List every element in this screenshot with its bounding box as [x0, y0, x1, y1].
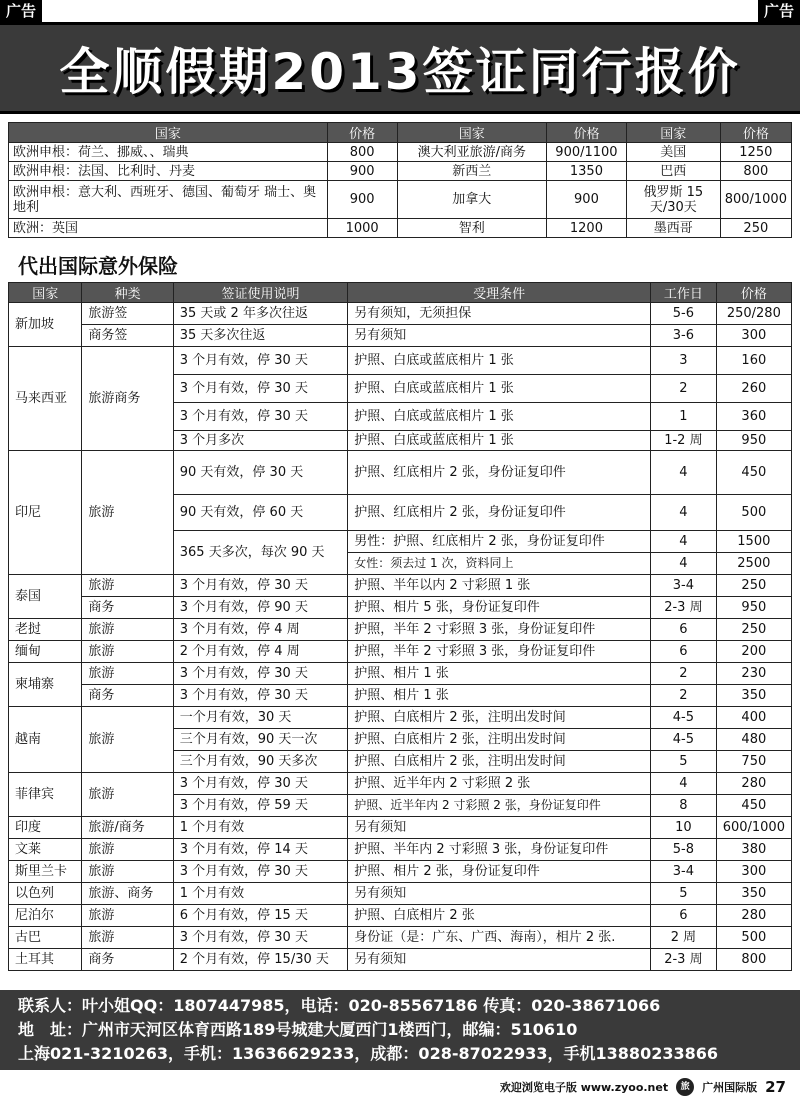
condition-cell: 护照、半年内 2 寸彩照 3 张，身份证复印件 [348, 839, 651, 861]
table-row [9, 162, 792, 181]
country-cell: 越南 [9, 707, 82, 773]
desc-cell: 1 个月有效 [173, 817, 347, 839]
condition-cell: 护照、白底或蓝底相片 1 张 [348, 347, 651, 375]
desc-cell: 3 个月有效，停 30 天 [173, 575, 347, 597]
workdays-cell: 5 [651, 883, 717, 905]
condition-cell: 护照、相片 1 张 [348, 663, 651, 685]
price-cell: 800/1000 [720, 181, 791, 219]
condition-cell: 护照、白底或蓝底相片 1 张 [348, 403, 651, 431]
country-cell: 老挝 [9, 619, 82, 641]
country-cell: 澳大利亚旅游/商务 [397, 143, 546, 162]
price-cell: 450 [716, 795, 791, 817]
type-cell: 旅游 [82, 663, 173, 685]
country-cell: 墨西哥 [626, 219, 720, 238]
price-cell: 450 [716, 451, 791, 495]
type-cell: 商务 [82, 685, 173, 707]
price-cell: 160 [716, 347, 791, 375]
price-cell: 500 [716, 495, 791, 531]
condition-cell: 护照、近半年内 2 寸彩照 2 张 [348, 773, 651, 795]
table-row [9, 619, 792, 641]
header-country: 国家 [9, 123, 328, 143]
condition-cell: 护照，半年 2 寸彩照 3 张，身份证复印件 [348, 619, 651, 641]
workdays-cell: 3-4 [651, 575, 717, 597]
desc-cell: 一个月有效，30 天 [173, 707, 347, 729]
table-row [9, 949, 792, 971]
price-cell: 800 [716, 949, 791, 971]
desc-cell: 3 个月有效，停 30 天 [173, 403, 347, 431]
desc-cell: 三个月有效，90 天一次 [173, 729, 347, 751]
workdays-cell: 4-5 [651, 707, 717, 729]
table-row [9, 219, 792, 238]
country-cell: 以色列 [9, 883, 82, 905]
condition-cell: 男性：护照、红底相片 2 张，身份证复印件 [348, 531, 651, 553]
country-cell: 欧洲申根：法国、比利时、丹麦 [9, 162, 328, 181]
table-row [9, 347, 792, 375]
desc-cell: 3 个月有效，停 30 天 [173, 861, 347, 883]
country-cell: 新加坡 [9, 303, 82, 347]
price-cell: 500 [716, 927, 791, 949]
table-row [9, 451, 792, 495]
price-cell: 360 [716, 403, 791, 431]
country-cell: 欧洲申根：荷兰、挪威、、瑞典 [9, 143, 328, 162]
edition-label: 广州国际版 [702, 1081, 758, 1094]
price-cell: 300 [716, 325, 791, 347]
country-cell: 菲律宾 [9, 773, 82, 817]
country-cell: 缅甸 [9, 641, 82, 663]
workdays-cell: 1-2 周 [651, 431, 717, 451]
condition-cell: 护照、半年以内 2 寸彩照 1 张 [348, 575, 651, 597]
price-cell: 750 [716, 751, 791, 773]
header-price: 价格 [716, 283, 791, 303]
table-row [9, 181, 792, 219]
address-line: 地 址：广州市天河区体育西路189号城建大厦西门1楼西门，邮编：510610 [18, 1020, 578, 1039]
price-cell: 350 [716, 685, 791, 707]
price-cell: 480 [716, 729, 791, 751]
condition-cell: 护照、白底或蓝底相片 1 张 [348, 431, 651, 451]
table-row [9, 325, 792, 347]
workdays-cell: 2-3 周 [651, 949, 717, 971]
desc-cell: 3 个月有效，停 30 天 [173, 773, 347, 795]
type-cell: 旅游 [82, 707, 173, 773]
header-conditions: 受理条件 [348, 283, 651, 303]
country-cell: 新西兰 [397, 162, 546, 181]
country-cell: 智利 [397, 219, 546, 238]
country-cell: 柬埔寨 [9, 663, 82, 707]
price-cell: 950 [716, 597, 791, 619]
desc-cell: 90 天有效，停 60 天 [173, 495, 347, 531]
condition-cell: 身份证（是：广东、广西、海南），相片 2 张. [348, 927, 651, 949]
website-link[interactable]: 欢迎浏览电子版 www.zyoo.net [499, 1081, 669, 1094]
country-cell: 美国 [626, 143, 720, 162]
workdays-cell: 6 [651, 619, 717, 641]
workdays-cell: 4 [651, 553, 717, 575]
table-header-row [9, 283, 792, 303]
workdays-cell: 4-5 [651, 729, 717, 751]
desc-cell: 3 个月有效，停 30 天 [173, 927, 347, 949]
country-cell: 古巴 [9, 927, 82, 949]
desc-cell: 3 个月有效，停 14 天 [173, 839, 347, 861]
type-cell: 旅游 [82, 861, 173, 883]
price-cell: 230 [716, 663, 791, 685]
title-banner [0, 22, 800, 114]
workdays-cell: 3-6 [651, 325, 717, 347]
desc-cell: 3 个月有效，停 4 周 [173, 619, 347, 641]
desc-cell: 35 天或 2 年多次往返 [173, 303, 347, 325]
type-cell: 旅游 [82, 773, 173, 817]
desc-cell: 2 个月有效，停 4 周 [173, 641, 347, 663]
header-country: 国家 [9, 283, 82, 303]
desc-cell: 3 个月有效，停 30 天 [173, 347, 347, 375]
type-cell: 商务签 [82, 325, 173, 347]
price-cell: 900 [327, 181, 397, 219]
workdays-cell: 4 [651, 451, 717, 495]
price-cell: 800 [720, 162, 791, 181]
workdays-cell: 4 [651, 531, 717, 553]
condition-cell: 另有须知 [348, 817, 651, 839]
price-cell: 280 [716, 773, 791, 795]
condition-cell: 女性：须去过 1 次，资料同上 [348, 553, 651, 575]
table-row [9, 575, 792, 597]
desc-cell: 2 个月有效，停 15/30 天 [173, 949, 347, 971]
desc-cell: 3 个月有效，停 30 天 [173, 375, 347, 403]
price-cell: 200 [716, 641, 791, 663]
workdays-cell: 8 [651, 795, 717, 817]
workdays-cell: 6 [651, 905, 717, 927]
table-header-row [9, 123, 792, 143]
contact-line: 联系人：叶小姐QQ：1807447985，电话：020-85567186 传真：020-38671066 [18, 996, 661, 1015]
workdays-cell: 2-3 周 [651, 597, 717, 619]
country-cell: 尼泊尔 [9, 905, 82, 927]
type-cell: 旅游 [82, 619, 173, 641]
price-cell: 800 [327, 143, 397, 162]
header-country: 国家 [397, 123, 546, 143]
workdays-cell: 3 [651, 347, 717, 375]
price-cell: 900 [327, 162, 397, 181]
condition-cell: 护照、近半年内 2 寸彩照 2 张，身份证复印件 [348, 795, 651, 817]
desc-cell: 6 个月有效，停 15 天 [173, 905, 347, 927]
page-number: 27 [765, 1078, 786, 1096]
workdays-cell: 2 [651, 663, 717, 685]
publication-logo: 旅 [676, 1078, 694, 1096]
condition-cell: 护照、红底相片 2 张，身份证复印件 [348, 495, 651, 531]
type-cell: 旅游 [82, 641, 173, 663]
country-cell: 印尼 [9, 451, 82, 575]
country-cell: 马来西亚 [9, 347, 82, 451]
table-row [9, 817, 792, 839]
desc-cell: 3 个月有效，停 30 天 [173, 663, 347, 685]
type-cell: 旅游 [82, 927, 173, 949]
header-type: 种类 [82, 283, 173, 303]
price-cell: 250 [716, 619, 791, 641]
country-cell: 加拿大 [397, 181, 546, 219]
price-cell: 1000 [327, 219, 397, 238]
price-cell: 350 [716, 883, 791, 905]
condition-cell: 护照、白底相片 2 张，注明出发时间 [348, 707, 651, 729]
condition-cell: 护照、白底或蓝底相片 1 张 [348, 375, 651, 403]
table-row [9, 707, 792, 729]
price-cell: 280 [716, 905, 791, 927]
workdays-cell: 5-8 [651, 839, 717, 861]
desc-cell: 3 个月有效，停 59 天 [173, 795, 347, 817]
price-cell: 1200 [546, 219, 626, 238]
country-cell: 印度 [9, 817, 82, 839]
price-cell: 250/280 [716, 303, 791, 325]
price-cell: 2500 [716, 553, 791, 575]
type-cell: 旅游 [82, 575, 173, 597]
workdays-cell: 4 [651, 495, 717, 531]
type-cell: 商务 [82, 949, 173, 971]
condition-cell: 护照、相片 1 张 [348, 685, 651, 707]
price-cell: 1250 [720, 143, 791, 162]
workdays-cell: 5 [651, 751, 717, 773]
schengen-price-table [8, 122, 792, 238]
type-cell: 旅游 [82, 451, 173, 575]
table-row [9, 685, 792, 707]
country-cell: 欧洲：英国 [9, 219, 328, 238]
price-cell: 380 [716, 839, 791, 861]
workdays-cell: 6 [651, 641, 717, 663]
price-cell: 260 [716, 375, 791, 403]
header-visa-desc: 签证使用说明 [173, 283, 347, 303]
country-cell: 欧洲申根：意大利、西班牙、德国、葡萄牙 瑞士、奥地利 [9, 181, 328, 219]
price-cell: 1350 [546, 162, 626, 181]
desc-cell: 90 天有效，停 30 天 [173, 451, 347, 495]
table-row [9, 861, 792, 883]
condition-cell: 护照、红底相片 2 张，身份证复印件 [348, 451, 651, 495]
price-cell: 1500 [716, 531, 791, 553]
workdays-cell: 3-4 [651, 861, 717, 883]
desc-cell: 三个月有效，90 天多次 [173, 751, 347, 773]
price-cell: 900 [546, 181, 626, 219]
price-cell: 250 [716, 575, 791, 597]
header-price: 价格 [327, 123, 397, 143]
type-cell: 旅游 [82, 839, 173, 861]
type-cell: 旅游 [82, 905, 173, 927]
table-row [9, 773, 792, 795]
condition-cell: 护照、白底相片 2 张，注明出发时间 [348, 751, 651, 773]
condition-cell: 另有须知 [348, 949, 651, 971]
table-row [9, 883, 792, 905]
condition-cell: 另有须知 [348, 883, 651, 905]
workdays-cell: 2 [651, 375, 717, 403]
header-price: 价格 [546, 123, 626, 143]
desc-cell: 3 个月有效，停 90 天 [173, 597, 347, 619]
table-row [9, 905, 792, 927]
country-cell: 巴西 [626, 162, 720, 181]
header-country: 国家 [626, 123, 720, 143]
condition-cell: 护照，半年 2 寸彩照 3 张，身份证复印件 [348, 641, 651, 663]
table-row [9, 597, 792, 619]
condition-cell: 护照、白底相片 2 张，注明出发时间 [348, 729, 651, 751]
table-row [9, 839, 792, 861]
country-cell: 斯里兰卡 [9, 861, 82, 883]
workdays-cell: 1 [651, 403, 717, 431]
price-cell: 250 [720, 219, 791, 238]
table-row [9, 663, 792, 685]
page-footer-bar [0, 1075, 800, 1099]
ad-label-right: 广告 [758, 0, 800, 22]
desc-cell: 35 天多次往返 [173, 325, 347, 347]
price-cell: 900/1100 [546, 143, 626, 162]
workdays-cell: 2 周 [651, 927, 717, 949]
workdays-cell: 4 [651, 773, 717, 795]
desc-cell: 1 个月有效 [173, 883, 347, 905]
country-cell: 俄罗斯 15天/30天 [626, 181, 720, 219]
header-price: 价格 [720, 123, 791, 143]
country-cell: 泰国 [9, 575, 82, 619]
header-workdays: 工作日 [651, 283, 717, 303]
table-row [9, 303, 792, 325]
insurance-section-title: 代出国际意外保险 [18, 254, 178, 278]
visa-price-table [8, 282, 792, 971]
condition-cell: 另有须知 [348, 325, 651, 347]
price-cell: 300 [716, 861, 791, 883]
type-cell: 旅游签 [82, 303, 173, 325]
table-row [9, 641, 792, 663]
type-cell: 旅游/商务 [82, 817, 173, 839]
country-cell: 文莱 [9, 839, 82, 861]
workdays-cell: 10 [651, 817, 717, 839]
country-cell: 土耳其 [9, 949, 82, 971]
workdays-cell: 2 [651, 685, 717, 707]
price-cell: 950 [716, 431, 791, 451]
desc-cell: 3 个月有效，停 30 天 [173, 685, 347, 707]
ad-label-left: 广告 [0, 0, 42, 22]
desc-cell: 3 个月多次 [173, 431, 347, 451]
condition-cell: 护照、相片 2 张，身份证复印件 [348, 861, 651, 883]
condition-cell: 护照、相片 5 张，身份证复印件 [348, 597, 651, 619]
type-cell: 旅游商务 [82, 347, 173, 451]
desc-cell: 365 天多次，每次 90 天 [173, 531, 347, 575]
page-title: 全顺假期2013签证同行报价 [59, 43, 741, 101]
table-row [9, 927, 792, 949]
price-cell: 400 [716, 707, 791, 729]
branch-contact-line: 上海021-3210263，手机：13636629233，成都：028-87022933，手机13880233866 [18, 1044, 718, 1063]
type-cell: 旅游、商务 [82, 883, 173, 905]
workdays-cell: 5-6 [651, 303, 717, 325]
condition-cell: 护照、白底相片 2 张 [348, 905, 651, 927]
condition-cell: 另有须知，无须担保 [348, 303, 651, 325]
type-cell: 商务 [82, 597, 173, 619]
contact-footer [0, 990, 800, 1070]
table-row [9, 143, 792, 162]
price-cell: 600/1000 [716, 817, 791, 839]
